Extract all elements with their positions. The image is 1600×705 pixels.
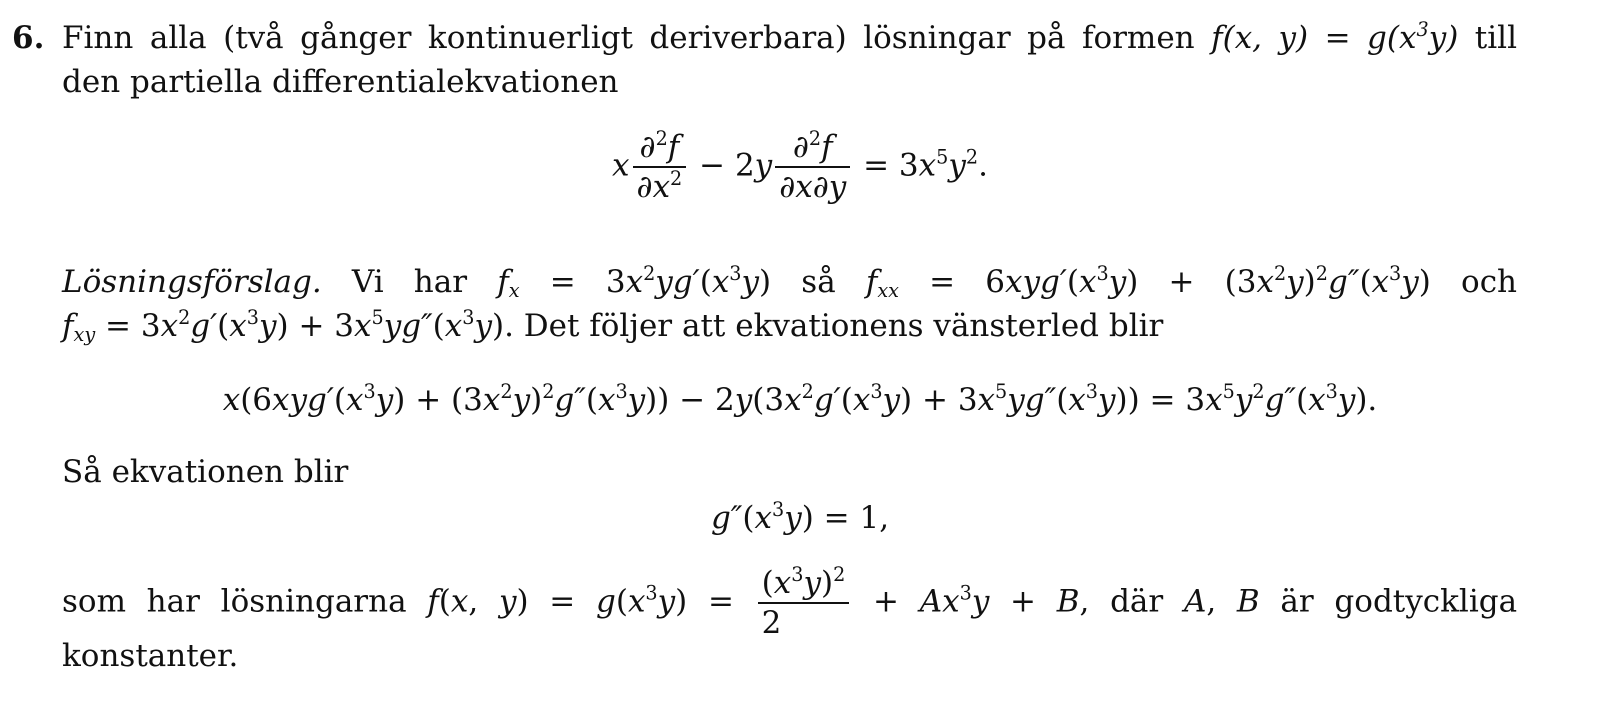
solution-text5: , där <box>1079 583 1164 620</box>
formula-ansatz: f(x, $y) = g(x^3y)$ <box>1211 18 1475 56</box>
solution-line2: $f_{xy} = 3x^2g'(x^3y) + 3x^5yg''(x^3y)$. Det följer att ekvationens vänsterled blir <box>62 306 1164 346</box>
solution-text2: . Det följer att ekvationens vänsterled blir <box>504 308 1164 344</box>
formula-fxy: $f_{xy}$ <box>62 308 96 346</box>
solution-line5: konstanter. <box>62 638 239 674</box>
problem-statement-line2: den partiella differentialekvationen <box>62 64 619 100</box>
formula-fxx: $f_{xx}$ <box>865 264 900 302</box>
solution-line3: Så ekvationen blir <box>62 454 349 490</box>
solution-text1: Vi har <box>351 264 468 300</box>
equation-pde: x $\frac{\partial^2f}{\partial x^2}$ − 2y $\frac{\partial^2f}{\partial x\partial y}$ = $3x^5y^2$. <box>612 127 988 206</box>
fraction-d2f-dx2: $\frac{\partial^2f}{\partial x^2}$ <box>633 130 687 204</box>
word-och: och <box>1461 264 1518 300</box>
solution-line4: som har lösningarna f(x, $y) = g(x^3y)$ = $\frac{(x^3y)^2}{2}$ + $Ax^3y + B$, där A, B är godtyckliga <box>62 563 1518 642</box>
equation-ode: $g''(x^3y) = 1$, <box>710 498 890 536</box>
fraction-d2f-dxdy: $\frac{\partial^2f}{\partial x\partial y}$ <box>775 130 850 204</box>
word-sa: så <box>801 264 836 300</box>
fraction-solution: $\frac{(x^3y)^2}{2}$ <box>758 566 850 640</box>
formula-fx: $f_x$ <box>497 264 520 302</box>
solution-text6: är godtyckliga <box>1280 583 1518 620</box>
problem-intro-text: Finn alla (två gånger kontinuerligt deriverbara) lösningar på formen <box>62 20 1195 56</box>
solution-label: Lösningsförslag. <box>62 264 322 300</box>
solution-line1: Lösningsförslag. Vi har $f_x = 3x^2yg'(x^3y)$ så $f_{xx} = 6xyg'(x^3y) + (3x^2y)^2g''(x^3y)$ och <box>62 262 1518 302</box>
problem-intro-tail: till <box>1474 20 1517 56</box>
equation-lhs-expansion: $x(6xyg'(x^3y) + (3x^2y)^2g''(x^3y)) - 2y(3x^2g'(x^3y) + 3x^5yg''(x^3y)) = 3x^5y^2g''(x^3y)$. <box>222 380 1378 418</box>
problem-number: 6. <box>12 20 45 56</box>
problem-statement-line1 <box>62 18 1517 60</box>
solution-text4: som har lösningarna <box>62 583 407 620</box>
